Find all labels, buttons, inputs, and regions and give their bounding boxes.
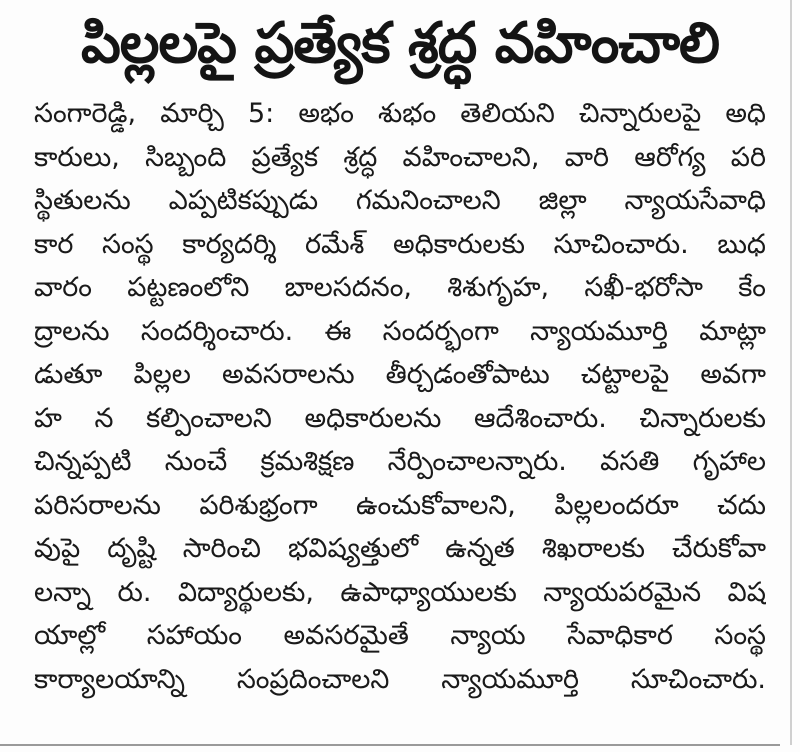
article-line: కారులు, సిబ్బంది ప్రత్యేక శ్రద్ధ వహించాలని, వారి ఆరోగ్య పరి bbox=[34, 141, 766, 173]
article-line: ద్రాలను సందర్శించారు. ఈ సందర్భంగా న్యాయమూర్తి మాట్లా bbox=[34, 315, 766, 347]
article-line: పరిసరాలను పరిశుభ్రంగా ఉంచుకోవాలని, పిల్లలందరూ చదు bbox=[34, 489, 766, 521]
article-line: వారం పట్టణంలోని బాలసదనం, శిశుగృహ, సఖీ-భరోసా కేం bbox=[34, 272, 766, 303]
article-body bbox=[34, 92, 766, 701]
article-line: లన్నా రు. విద్యార్థులకు, ఉపాధ్యాయులకు న్యాయపరమైన విష bbox=[34, 576, 766, 608]
article-line: వుపై దృష్టి సారించి భవిష్యత్తులో ఉన్నత శిఖరాలకు చేరుకోవా bbox=[34, 533, 766, 564]
article-line: డుతూ పిల్లల అవసరాలను తీర్చడంతోపాటు చట్టాలపై అవగా bbox=[34, 359, 766, 390]
article-line: సంగారెడ్డి, మార్చి 5: అభం శుభం తెలియని చిన్నారులపై అధి bbox=[34, 98, 766, 129]
article-line: కార సంస్థ కార్యదర్శి రమేశ్ అధికారులకు సూచించారు. బుధ bbox=[34, 228, 766, 260]
article-line: యాల్లో సహాయం అవసరమైతే న్యాయ సేవాధికార సంస్థ bbox=[34, 620, 766, 651]
article-line: చిన్నప్పటి నుంచే క్రమశిక్షణ నేర్పించాలన్నారు. వసతి గృహాల bbox=[34, 446, 766, 477]
article-line: హ న కల్పించాలని అధికారులను ఆదేశించారు. చిన్నారులకు bbox=[34, 402, 766, 434]
clipping-edge-right bbox=[790, 0, 792, 745]
clipping-edge-bottom bbox=[0, 744, 780, 746]
article-line: స్థితులను ఎప్పటికప్పుడు గమనించాలని జిల్లా న్యాయసేవాధి bbox=[34, 185, 766, 216]
headline: పిల్లలపై ప్రత్యేక శ్రద్ధ వహించాలి bbox=[80, 11, 720, 76]
article-line: కార్యాలయాన్ని సంప్రదించాలని న్యాయమూర్తి సూచించారు. bbox=[34, 663, 766, 695]
